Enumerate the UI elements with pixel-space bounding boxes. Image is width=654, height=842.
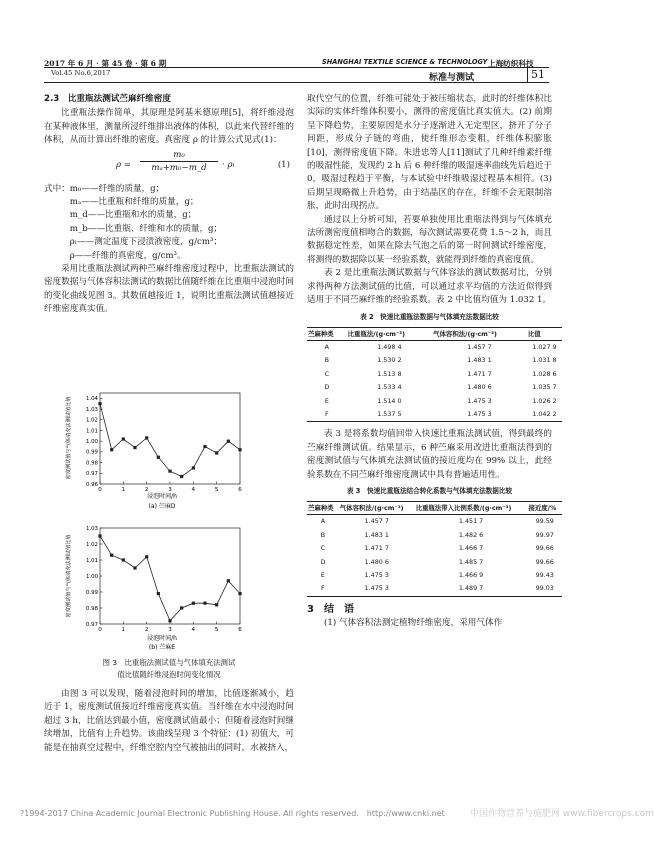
paragraph: 表 3 是将系数均值回带入快速比重瓶法测试值，得到最终的苎麻纤维测试值。结果显示，6 种苎麻采用改进比重瓶法得到的密度测试值与气体填充法测试值的接近度均在 99% 以上，此经验系数在不同苎麻纤维密度测试中具有普遍适用性。 [307,429,552,480]
variable-definitions [44,183,294,263]
table-cell: 1.482 6 [458,530,484,539]
data-point [98,534,101,537]
page-number: 51 [531,68,545,81]
table-row [307,529,562,542]
x-tick-label: 1 [121,487,126,493]
paragraph: 取代空气的位置，纤维可能处于被压缩状态，此时的纤维体积比实际的实体纤维体积要小，测得的密度值比真实值大。(2) 前期呈下降趋势，主要原因是水分子逐渐进入无定型区，挤开了分子间距，形成分子链的弯曲，使纤维形态变粗，纤维体积膨胀[10]，测得密度值下降。朱进忠等人[11]测试了几种纤维素纤维的吸湿性能，发现约 2 h 后 6 种纤维的吸湿速率曲线先后趋近于 0，吸湿过程趋于平衡，与本试验中纤维吸湿过程基本相符。(3) 后期呈现略微上升趋势，由于结晶区的存在，纤维不会无限制溶胀，此时出现拐点。 [307,94,552,212]
y-tick-label: 0.96 [85,481,98,488]
x-tick-label: 2 [144,627,149,633]
table-header: 苎麻种类 [307,502,339,515]
table-cell: 1.480 6 [467,383,492,392]
table-cell: 1.514 0 [377,396,402,405]
left-column-bottom [44,688,294,755]
data-point [145,555,148,558]
table-cell: 1.035 7 [532,383,557,392]
definition-line: ρₗ——测定温度下浸渍液密度，g/cm³； [44,237,223,248]
table-cell: 99.43 [535,571,554,579]
data-point [192,466,195,469]
table-cell: E [324,396,329,405]
table-cell: 99.03 [527,582,562,596]
data-point [110,448,113,451]
table-cell: C [324,369,330,378]
table-cell: F [307,408,347,422]
x-axis-label: 浸泡时间/h [147,635,177,642]
table-cell: 1.483 1 [467,356,492,365]
data-point [168,470,171,473]
table-body [307,515,562,596]
table-cell: 1.457 7 [467,342,492,351]
y-tick-label: 0.97 [85,471,98,478]
header-issue: 2017 年 6 月 · 第 45 卷 · 第 6 期 [44,59,167,68]
table-cell: 1.485 7 [458,557,484,566]
table-cell: F [307,582,339,596]
x-tick-label: 4 [191,627,196,633]
table-cell: D [320,557,326,566]
table-cell: 1.498 4 [377,342,402,351]
y-tick-label: 1.02 [85,417,98,424]
table-header: 比重瓶法/(g·cm⁻³) [347,327,432,340]
x-tick-label: 4 [191,487,196,493]
data-point [227,579,230,582]
y-tick-label: 0.99 [85,589,98,596]
y-tick-label: 1.03 [85,525,98,532]
table-header: 气体容积法/(g·cm⁻³) [432,327,527,340]
paragraph: (1) 气体容积法测定植物纤维密度，采用气体作 [324,618,503,629]
copyright-footer: ?1994-2017 China Academic Journal Electronic Publishing House. All rights reserved. http://www.cnki.net [20,809,445,818]
x-axis-label: 浸泡时间/h [147,493,177,500]
paragraph: 表 2 是比重瓶法测试数据与气体容法的测试数据对比，分别求得两种方法测试值的比值，可以通过求平均值的方法近似得到适用于不同苎麻纤维的经验系数。表 2 中比值均值为 1.032 1。 [307,268,552,306]
table-row [307,340,562,354]
data-point [145,436,148,439]
table-cell: 1.466 9 [458,571,484,579]
y-tick-label: 1.04 [85,396,98,403]
table-row [307,542,562,555]
x-tick-label: 1 [121,627,126,633]
table-cell: 1.475 3 [432,408,527,422]
section-3-heading: 3 结 语 [307,603,354,615]
data-point [157,592,160,595]
table-cell: 99.66 [535,544,554,553]
table-header-row [307,327,562,340]
chart-axes [86,526,242,633]
data-point [122,558,125,561]
data-point [122,437,125,440]
subfigure-caption: (b) 苎麻E [148,644,176,651]
table-cell: 99.97 [535,530,554,539]
table-cell: 1.027 9 [532,342,557,351]
table-cell: B [320,530,326,539]
definition-line: 式中：m₀——纤维的质量，g； [44,183,165,194]
plot-frame [100,528,240,624]
definition-line: m_b——比重瓶、纤维和水的质量，g； [44,223,223,234]
figure-3a-chart [62,388,252,513]
data-point [180,606,183,609]
y-tick-label: 0.99 [85,449,98,456]
formula-lhs: ρ = [116,159,131,170]
section-label: 标准与测试 [429,73,475,83]
table-cell: B [324,356,330,365]
y-tick-label: 1.01 [85,428,98,435]
series-line [100,536,240,621]
x-tick-label: 5 [214,487,219,493]
table-row [307,515,562,529]
header-rule-top [44,67,549,68]
watermark: 中国作物营养与施肥网 www.fibercrops.com [470,809,654,819]
table-cell: 1.466 7 [458,544,484,553]
equation-1 [44,149,294,183]
paragraph: 比重瓶法操作简单，其原理是阿基米德原理[5]，将纤维浸泡在某种液体里，测量所浸纤维排出液体的体积，以此来代替纤维的体积，从而计算出纤维的密度。真密度 ρ 的计算公式见式(1)： [44,108,294,146]
chart-axes [86,393,242,493]
table-row [307,408,562,422]
y-tick-label: 0.97 [85,621,98,628]
y-tick-label: 1.00 [85,438,98,445]
data-point [215,603,218,606]
table-row [307,354,562,367]
header-volume: Vol.45 No.6,2017 [51,69,111,77]
data-point [227,440,230,443]
data-point [168,619,171,622]
table-cell: 1.537 5 [347,408,432,422]
x-tick-label: 3 [168,487,172,493]
series-line [100,404,240,477]
right-column [307,93,557,631]
table-cell: 1.480 6 [364,557,389,566]
definition-line: mₐ——比重瓶和纤维的质量，g； [44,197,199,208]
x-tick-label: 0 [98,487,102,493]
data-point [98,402,101,405]
table-cell: A [320,517,326,526]
figure-3b-chart [62,520,252,650]
table-header: 比重瓶法带入比例系数/(g·cm⁻³) [415,502,528,515]
x-tick-label: 0 [98,627,102,633]
table-cell: 1.457 7 [364,517,389,526]
section-2-3-heading: 2.3 比重瓶法测试苎麻纤维密度 [44,94,171,104]
table-cell: 1.530 2 [377,356,402,365]
data-point [192,602,195,605]
data-point [238,448,241,451]
table-row [307,556,562,569]
table-cell: E [320,571,325,579]
table-3 [307,501,562,596]
paragraph: 通过以上分析可知，若要单独使用比重瓶法得到与气体填充法所测密度值相吻合的数据，每次测试需要花费 1.5～2 h，而且数据稳定性差，如果在除去气泡之后的第一时间测试纤维密度，将测得的数据除以某一经验系数，就能得到纤维的真密度值。 [307,214,552,265]
table-cell: A [324,342,330,351]
table-header-row [307,502,562,515]
x-tick-label: 6 [238,487,242,493]
table-cell: 1.475 3 [339,582,415,596]
x-tick-label: 6 [238,627,242,633]
y-tick-label: 0.98 [85,460,98,467]
table-cell: 1.042 2 [527,408,562,422]
table-cell: 1.475 3 [467,396,492,405]
data-point [203,602,206,605]
table-cell: 1.031 8 [532,356,557,365]
subfigure-caption: (a) 苎麻D [148,503,176,510]
table-row [307,368,562,381]
data-point [157,456,160,459]
x-tick-label: 3 [168,627,172,633]
table-cell: 1.533 4 [377,383,402,392]
y-tick-label: 1.03 [85,406,98,413]
x-tick-label: 5 [214,627,219,633]
definition-line: ρ——纤维的真密度，g/cm³。 [44,250,186,261]
table-2-caption: 表 2 快速比重瓶法数据与气体填充法数据比较 [360,312,499,321]
table-cell: 1.471 7 [364,544,389,553]
formula-denominator: mₐ+m₀−m_d [151,162,207,173]
table-body [307,340,562,421]
data-point [180,475,183,478]
y-tick-label: 1.00 [85,573,98,580]
table-cell: 1.489 7 [415,582,528,596]
table-cell: 1.471 7 [467,369,492,378]
table-2 [307,327,562,422]
table-cell: 1.483 1 [364,530,389,539]
header-journal-en: SHANGHAI TEXTILE SCIENCE & TECHNOLOGY [322,58,488,66]
figure-caption-line: 值比值随纤维浸泡时间变化情况 [117,670,221,679]
table-cell: 1.475 3 [364,571,389,579]
definition-line: m_d——比重瓶和水的质量，g； [44,210,197,221]
table-row [307,395,562,408]
table-cell: 1.451 7 [458,517,484,526]
chart-series [98,402,241,478]
x-tick-label: 2 [144,487,149,493]
table-cell: 1.026 2 [532,396,557,405]
table-row [307,582,562,596]
paragraph: 采用比重瓶法测试两种苎麻纤维密度过程中，比重瓶法测试的密度数据与气体容积法测试的数据比值随纤维在比重瓶中浸泡时间的变化曲线见图 3。其数值越接近 1，说明比重瓶法测试值越接近纤维密度真实值。 [44,264,294,315]
data-point [110,554,113,557]
data-point [203,445,206,448]
y-tick-label: 1.02 [85,541,98,548]
data-point [215,451,218,454]
table-row [307,569,562,582]
table-row [307,381,562,394]
header-journal-cn: 上海纺织科技 [488,59,534,68]
formula-numerator: m₀ [173,149,185,160]
y-tick-label: 0.98 [85,605,98,612]
formula-rhs: · ρₗ [222,159,235,170]
paragraph: 由图 3 可以发现，随着浸泡时间的增加，比值逐渐减小，趋近于 1，密度测试值接近纤维密度真实值。当纤维在水中浸泡时间超过 3 h，比值达到最小值，密度测试值最小；但随着浸泡时间继续增加，比值有上升趋势。该曲线呈现 3 个特征：(1) 初值大，可能是在抽真空过程中，纤维空腔内空气被抽出的同时，水被挤入， [44,689,294,753]
page-number-divider [527,66,528,83]
table-header: 气体容积法/(g·cm⁻³) [339,502,415,515]
table-header: 接近度/% [527,502,562,515]
table-3-caption: 表 3 快速比重瓶法结合转化系数与气体填充法数据比较 [346,486,513,495]
table-cell: 1.513 8 [377,369,402,378]
y-axis-label: 密度测试值与气体填充法测试值比值 [66,396,72,480]
y-tick-label: 1.01 [85,557,98,564]
table-cell: C [320,544,326,553]
y-axis-label: 密度测试值与气体填充法测试值比值 [66,534,72,618]
table-header: 比值 [527,327,562,340]
formula-number: (1) [277,159,290,170]
table-header: 苎麻种类 [307,327,347,340]
data-point [133,446,136,449]
data-point [238,592,241,595]
table-cell: 1.028 6 [532,369,557,378]
table-cell: D [324,383,330,392]
data-point [133,566,136,569]
table-cell: 99.66 [535,557,554,566]
chart-series [98,534,241,622]
figure-3-caption [44,657,294,681]
figure-caption-line: 图 3 比重瓶法测试值与气体填充法测试 [102,658,236,667]
left-column [44,93,294,317]
table-cell: 99.59 [535,517,554,526]
